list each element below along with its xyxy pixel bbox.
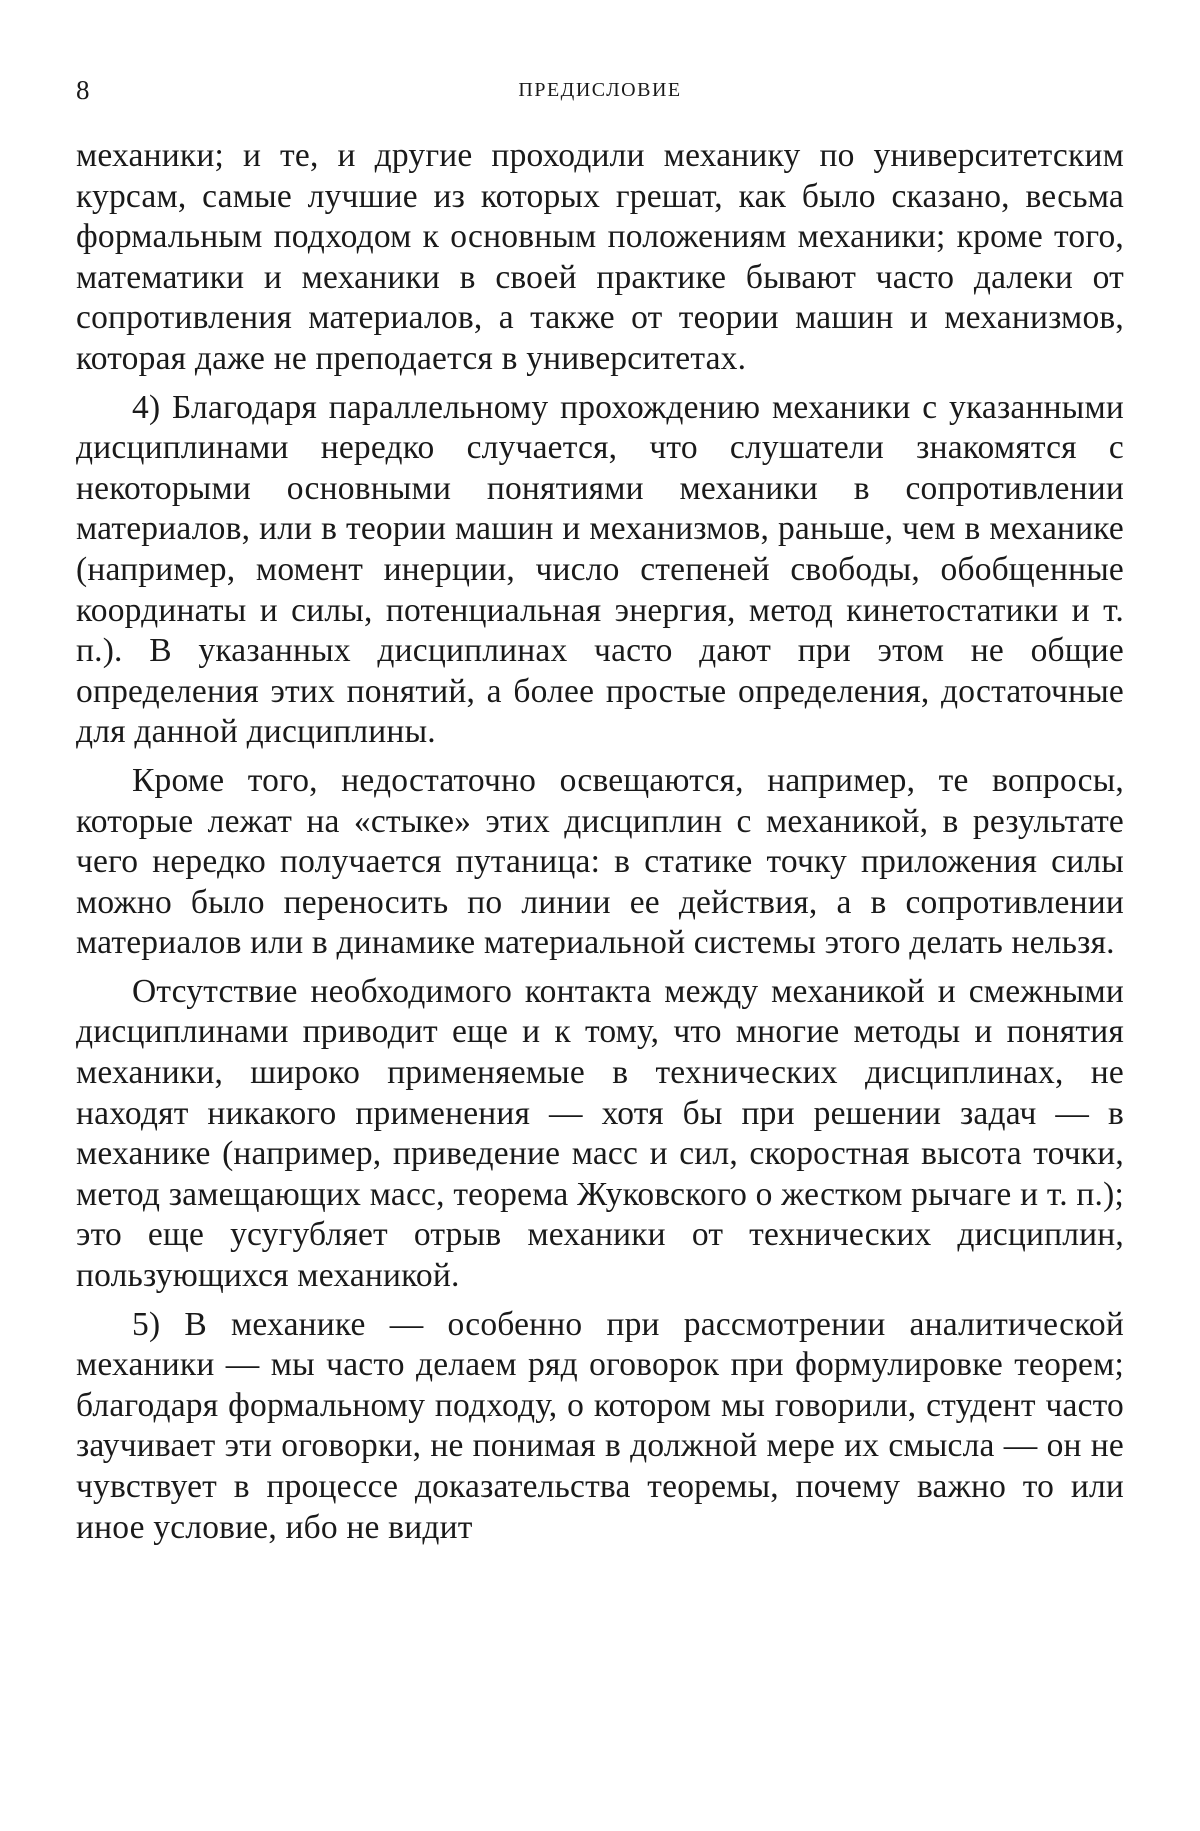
- paragraph-item-4: 4) Благодаря параллельному прохождению механики с указанными дисциплинами нередко случается, что слушатели знакомятся с некоторыми основными понятиями механики в сопротивлении материалов, или в теории машин и механизмов, раньше, чем в механике (например, момент инерции, число степеней свободы, обобщенные координаты и силы, потенциальная энергия, метод кинетостатики и т. п.). В указанных дисциплинах часто дают при этом не общие определения этих понятий, а более простые определения, достаточные для данной дисциплины.: [76, 388, 1124, 751]
- running-head: [76, 70, 1124, 110]
- paragraph: Отсутствие необходимого контакта между механикой и смежными дисциплинами приводит еще и к тому, что многие методы и понятия механики, широко применяемые в технических дисциплинах, не находят никакого применения — хотя бы при решении задач — в механике (например, приведение масс и сил, скоростная высота точки, метод замещающих масс, теорема Жуковского о жестком рычаге и т. п.); это еще усугубляет отрыв механики от технических дисциплин, пользующихся механикой.: [76, 972, 1124, 1295]
- running-title: ПРЕДИСЛОВИЕ: [518, 79, 682, 101]
- page-number: 8: [76, 75, 90, 105]
- body-text: [76, 136, 1124, 1548]
- paragraph: Кроме того, недостаточно освещаются, например, те вопросы, которые лежат на «стыке» этих дисциплин с механикой, в результате чего нередко получается путаница: в статике точку приложения силы можно было переносить по линии ее действия, а в сопротивлении материалов или в динамике материальной системы этого делать нельзя.: [76, 761, 1124, 962]
- paragraph-item-5: 5) В механике — особенно при рассмотрении аналитической механики — мы часто делаем ряд оговорок при формулировке теорем; благодаря формальному подходу, о котором мы говорили, студент часто заучивает эти оговорки, не понимая в должной мере их смысла — он не чувствует в процессе доказательства теоремы, почему важно то или иное условие, ибо не видит: [76, 1305, 1124, 1546]
- paragraph-continued: механики; и те, и другие проходили механику по университетским курсам, самые лучшие из которых грешат, как было сказано, весьма формальным подходом к основным положениям механики; кроме того, математики и механики в своей практике бывают часто далеки от сопротивления материалов, а также от теории машин и механизмов, которая даже не преподается в университетах.: [76, 137, 1124, 377]
